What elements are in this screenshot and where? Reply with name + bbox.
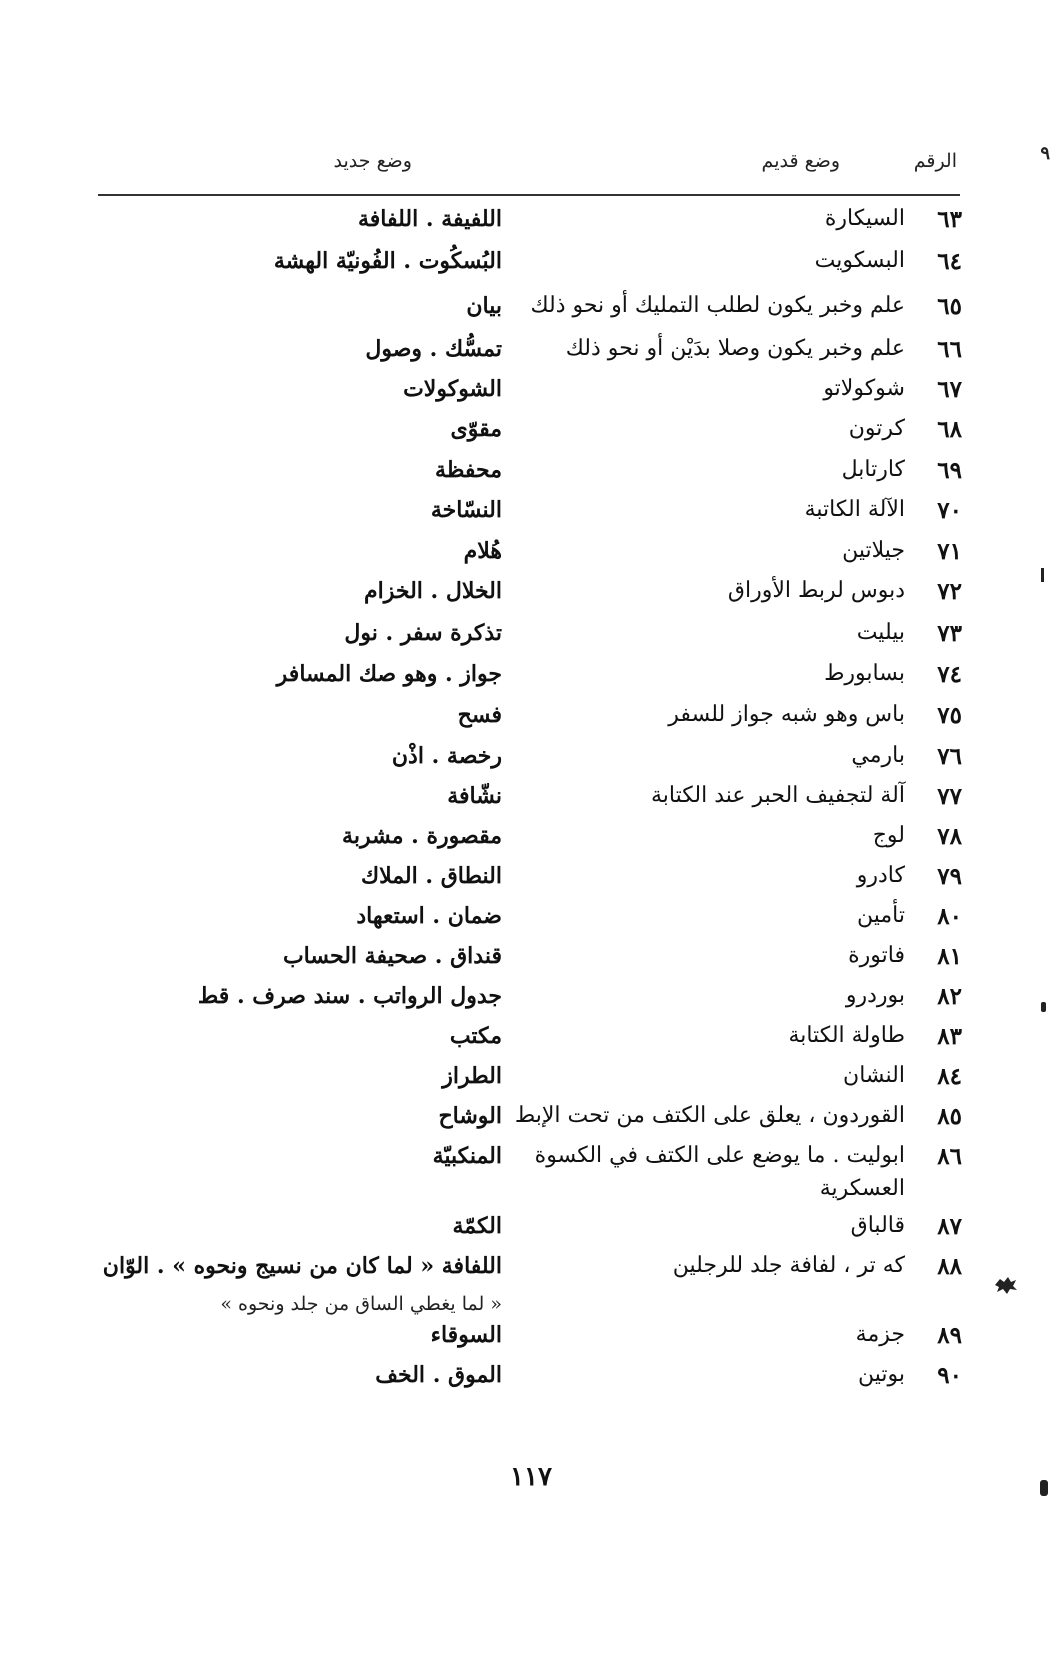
- new-term: الخلال . الخزام: [364, 578, 502, 604]
- entry-number: ٨٨: [937, 1253, 962, 1280]
- old-term: [668, 702, 905, 727]
- new-term: الشوكولات: [403, 376, 502, 402]
- table-row: [0, 943, 1062, 983]
- entry-number: ٨٢: [937, 983, 962, 1010]
- old-term: [858, 1362, 905, 1387]
- old-term: [535, 1143, 905, 1201]
- table-row: [0, 1143, 1062, 1201]
- old-term-text: بسابورط: [824, 661, 905, 686]
- old-term-text: آلة لتجفيف الحبر عند الكتابة: [651, 783, 905, 808]
- old-term-text: قالباق: [850, 1213, 905, 1238]
- old-term: [857, 903, 905, 928]
- old-term: [857, 863, 905, 888]
- table-row: [0, 248, 1062, 288]
- entry-number: ٦٧: [937, 376, 962, 403]
- old-term: [856, 1322, 905, 1347]
- old-term: [515, 1103, 905, 1128]
- new-term: هُلام: [463, 538, 502, 564]
- new-term: السوقاء: [430, 1322, 502, 1348]
- table-row: [0, 206, 1062, 246]
- new-term: النطاق . الملاك: [360, 863, 502, 889]
- old-term-text: علم وخبر يكون وصلا بدَيْن أو نحو ذلك: [565, 336, 905, 361]
- new-term: ضمان . استعهاد: [356, 903, 502, 929]
- new-term: فسح: [457, 702, 502, 728]
- table-row: [0, 293, 1062, 333]
- old-term-text: جيلاتين: [842, 538, 905, 563]
- table-row: [0, 1253, 1062, 1315]
- old-term: [651, 783, 905, 808]
- table-row: [0, 783, 1062, 823]
- entry-number: ٧٣: [937, 620, 962, 647]
- table-row: [0, 336, 1062, 376]
- entry-number: ٦٤: [937, 248, 962, 275]
- entry-number: ٧٩: [937, 863, 962, 890]
- table-row: [0, 1103, 1062, 1143]
- table-row: [0, 1023, 1062, 1063]
- header-col-old: وضع قديم: [761, 150, 840, 172]
- old-term-text: كارتابل: [841, 457, 905, 482]
- old-term: [728, 578, 905, 603]
- old-term: [823, 376, 905, 401]
- entry-number: ٦٦: [937, 336, 962, 363]
- old-term: [846, 983, 905, 1008]
- old-term-text: كرتون: [848, 416, 905, 441]
- old-term: [805, 497, 905, 522]
- new-term: البُسكُوت . الفُونيّة الهشة: [273, 248, 502, 274]
- margin-mark: ٩: [1040, 143, 1050, 164]
- table-row: [0, 823, 1062, 863]
- entry-number: ٧٤: [937, 661, 962, 688]
- old-term: [851, 1213, 905, 1238]
- new-term: اللفيفة . اللفافة: [357, 206, 502, 232]
- header-col-new: وضع جديد: [333, 150, 412, 172]
- entry-number: ٨٣: [937, 1023, 962, 1050]
- page-number: ١١٧: [510, 1462, 552, 1492]
- margin-speck: [1041, 1002, 1046, 1012]
- table-row: [0, 983, 1062, 1023]
- old-term: [788, 1023, 905, 1048]
- table-row: [0, 1063, 1062, 1103]
- entry-number: ٧٥: [937, 702, 962, 729]
- old-term-text: طاولة الكتابة: [788, 1023, 905, 1048]
- old-term: [673, 1253, 905, 1278]
- entry-number: ٧٢: [937, 578, 962, 605]
- old-term-text: لوج: [872, 823, 905, 848]
- old-term-text: الآلة الكاتبة: [804, 497, 905, 522]
- old-term-text: فاتورة: [848, 943, 905, 968]
- table-row: [0, 863, 1062, 903]
- old-term: [848, 943, 905, 968]
- old-term: [849, 416, 905, 441]
- entry-number: ٨١: [937, 943, 962, 970]
- table-row: [0, 1322, 1062, 1362]
- old-term-text: دبوس لربط الأوراق: [727, 578, 905, 603]
- entry-number: ٦٩: [937, 457, 962, 484]
- old-term: [825, 206, 905, 231]
- new-term: الموق . الخف: [375, 1362, 502, 1388]
- new-term: مكتب: [449, 1023, 502, 1049]
- old-term-text: بيليت: [856, 620, 905, 645]
- table-row: [0, 903, 1062, 943]
- old-term-text: السيكارة: [824, 206, 905, 231]
- old-term: [873, 823, 905, 848]
- entry-number: ٨٧: [937, 1213, 962, 1240]
- entry-number: ٦٣: [937, 206, 962, 233]
- table-row: [0, 1213, 1062, 1253]
- old-term-continuation: العسكرية: [819, 1176, 905, 1201]
- old-term: [566, 336, 905, 361]
- old-term: [842, 538, 905, 563]
- new-term: اللفافة « لما كان من نسيج ونحوه » . الوّان: [102, 1253, 502, 1279]
- table-row: [0, 538, 1062, 578]
- old-term-text: بوتين: [858, 1362, 905, 1387]
- entry-number: ٧٠: [937, 497, 962, 524]
- old-term: [857, 620, 905, 645]
- new-term: رخصة . اذْن: [391, 743, 502, 769]
- new-term-note: « لما يغطي الساق من جلد ونحوه »: [220, 1293, 502, 1315]
- margin-speck: [1041, 568, 1044, 582]
- table-row: [0, 578, 1062, 618]
- entry-number: ٦٥: [937, 293, 962, 320]
- entry-number: ٨٥: [937, 1103, 962, 1130]
- new-term: قنداق . صحيفة الحساب: [282, 943, 502, 969]
- old-term-text: باس وهو شبه جواز للسفر: [668, 702, 905, 727]
- entry-number: ٧٨: [937, 823, 962, 850]
- entry-number: ٩٠: [937, 1362, 962, 1389]
- entry-number: ٨٤: [937, 1063, 962, 1090]
- table-row: [0, 416, 1062, 456]
- old-term-text: تأمين: [857, 903, 905, 928]
- entry-number: ٨٦: [937, 1143, 962, 1170]
- old-term: [824, 661, 905, 686]
- old-term: [851, 743, 905, 768]
- table-row: [0, 620, 1062, 660]
- new-term: مقوّى: [450, 416, 502, 442]
- new-term: جواز . وهو صك المسافر: [276, 661, 502, 687]
- ink-blot-icon: [992, 1275, 1018, 1295]
- old-term-text: البسكويت: [814, 248, 905, 273]
- old-term: [842, 457, 905, 482]
- old-term-text: جزمة: [855, 1322, 905, 1347]
- table-row: [0, 457, 1062, 497]
- new-term: بيان: [466, 293, 502, 319]
- new-term: الكمّة: [452, 1213, 502, 1239]
- old-term-text: النشان: [843, 1063, 905, 1088]
- table-row: [0, 702, 1062, 742]
- table-row: [0, 1362, 1062, 1402]
- table-row: [0, 661, 1062, 701]
- new-term: تمسُّك . وصول: [365, 336, 502, 362]
- old-term-text: القوردون ، يعلق على الكتف من تحت الإبط: [514, 1103, 905, 1128]
- new-term: الوشاح: [438, 1103, 502, 1129]
- new-term: محفظة: [435, 457, 502, 483]
- header-col-num: الرقم: [913, 150, 957, 172]
- new-term: مقصورة . مشربة: [342, 823, 502, 849]
- entry-number: ٨٠: [937, 903, 962, 930]
- old-term-text: بوردرو: [845, 983, 905, 1008]
- entry-number: ٧١: [937, 538, 962, 565]
- old-term-text: كادرو: [856, 863, 905, 888]
- table-row: [0, 497, 1062, 537]
- entry-number: ٧٧: [937, 783, 962, 810]
- old-term: [530, 293, 905, 318]
- old-term-text: شوكولاتو: [823, 376, 905, 401]
- new-term: جدول الرواتب . سند صرف . قط: [197, 983, 502, 1009]
- old-term: [843, 1063, 905, 1088]
- old-term: [815, 248, 905, 273]
- new-term: الطراز: [442, 1063, 502, 1089]
- margin-speck: [1040, 1480, 1048, 1496]
- table-row: [0, 376, 1062, 416]
- new-term: نشّافة: [447, 783, 502, 809]
- new-term: المنكبيّة: [432, 1143, 502, 1169]
- entry-number: ٨٩: [937, 1322, 962, 1349]
- table-row: [0, 743, 1062, 783]
- entry-number: ٧٦: [937, 743, 962, 770]
- old-term-text: كه تر ، لفافة جلد للرجلين: [672, 1253, 905, 1278]
- new-term: تذكرة سفر . نول: [344, 620, 502, 646]
- entry-number: ٦٨: [937, 416, 962, 443]
- old-term-text: علم وخبر يكون لطلب التمليك أو نحو ذلك: [530, 293, 905, 318]
- header-rule: [98, 194, 960, 196]
- old-term-text: ابوليت . ما يوضع على الكتف في الكسوة: [534, 1143, 905, 1168]
- new-term: النسّاخة: [430, 497, 502, 523]
- old-term-text: بارمي: [851, 743, 905, 768]
